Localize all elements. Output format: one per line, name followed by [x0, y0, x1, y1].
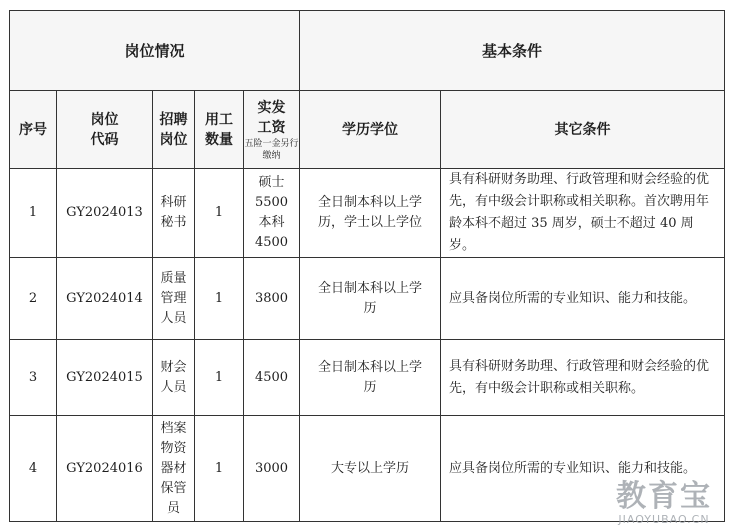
cell-code: GY2024013 [57, 169, 153, 258]
col-header-other: 其它条件 [441, 91, 725, 169]
cell-code: GY2024015 [57, 340, 153, 416]
cell-other: 应具备岗位所需的专业知识、能力和技能。 [441, 258, 725, 340]
cell-education: 全日制本科以上学历 [300, 340, 441, 416]
cell-other: 具有科研财务助理、行政管理和财会经验的优先，有中级会计职称或相关职称。 [441, 340, 725, 416]
cell-code: GY2024014 [57, 258, 153, 340]
col-header-salary-note: 五险一金另行缴纳 [244, 138, 299, 161]
col-header-seq: 序号 [10, 91, 57, 169]
watermark-cn: 教育宝 [616, 479, 712, 514]
col-header-code: 岗位代码 [57, 91, 153, 169]
cell-seq: 3 [10, 340, 57, 416]
cell-salary: 3800 [244, 258, 300, 340]
cell-title: 档案物资器材保管员 [153, 416, 195, 522]
header-group-position: 岗位情况 [10, 11, 300, 91]
cell-education: 大专以上学历 [300, 416, 441, 522]
cell-education: 全日制本科以上学历 [300, 258, 441, 340]
table-row [10, 340, 725, 416]
col-header-salary-label: 实发工资 [257, 99, 286, 136]
cell-salary: 3000 [244, 416, 300, 522]
recruitment-table [9, 10, 725, 522]
col-header-salary [244, 91, 300, 169]
table-row [10, 416, 725, 522]
column-header-row [10, 91, 725, 169]
table-row [10, 169, 725, 258]
cell-count: 1 [195, 416, 244, 522]
cell-count: 1 [195, 258, 244, 340]
cell-seq: 2 [10, 258, 57, 340]
header-group-conditions: 基本条件 [300, 11, 725, 91]
recruitment-table-container [9, 10, 725, 522]
cell-other: 应具备岗位所需的专业知识、能力和技能。 [441, 416, 725, 522]
cell-salary: 4500 [244, 340, 300, 416]
col-header-education: 学历学位 [300, 91, 441, 169]
cell-education: 全日制本科以上学历，学士以上学位 [300, 169, 441, 258]
cell-count: 1 [195, 169, 244, 258]
cell-seq: 4 [10, 416, 57, 522]
cell-count: 1 [195, 340, 244, 416]
cell-title: 财会人员 [153, 340, 195, 416]
col-header-count: 用工数量 [195, 91, 244, 169]
cell-title: 科研秘书 [153, 169, 195, 258]
table-row [10, 258, 725, 340]
cell-other: 具有科研财务助理、行政管理和财会经验的优先，有中级会计职称或相关职称。首次聘用年龄本科不超过 35 周岁，硕士不超过 40 周岁。 [441, 169, 725, 258]
watermark-en: JIAOYUBAO.CN [618, 513, 710, 526]
cell-seq: 1 [10, 169, 57, 258]
cell-title: 质量管理人员 [153, 258, 195, 340]
col-header-title: 招聘岗位 [153, 91, 195, 169]
cell-code: GY2024016 [57, 416, 153, 522]
cell-salary: 硕士5500本科4500 [244, 169, 300, 258]
header-group-row [10, 11, 725, 91]
